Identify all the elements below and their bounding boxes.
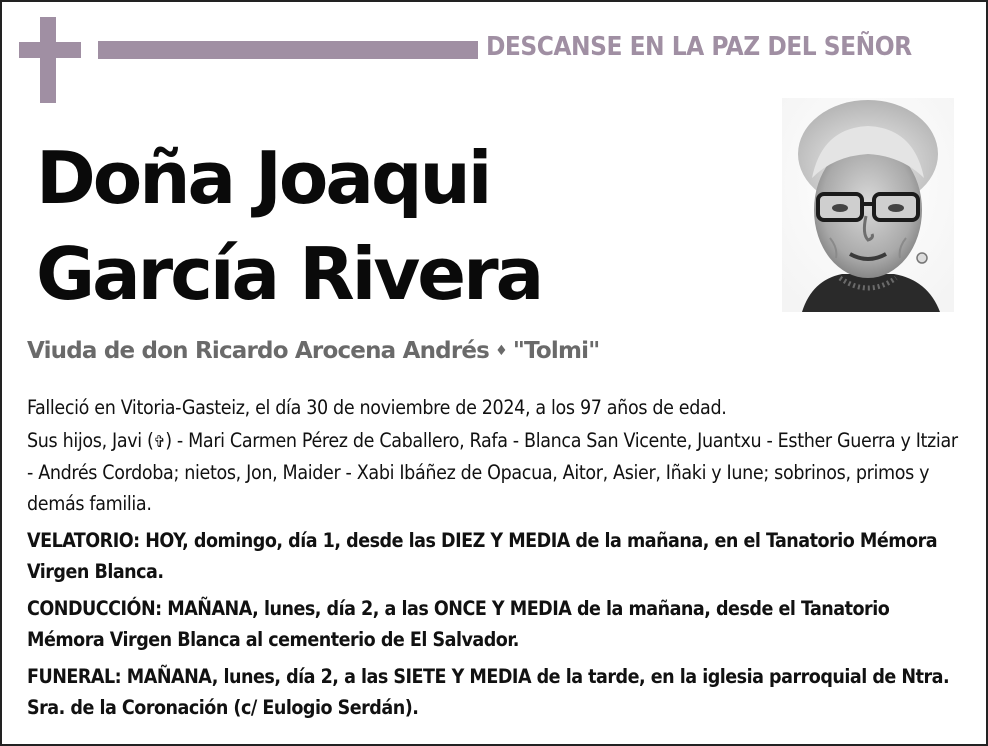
death-notice: Falleció en Vitoria-Gasteiz, el día 30 de noviembre de 2024, a los 97 años de edad.: [27, 396, 727, 419]
deceased-name-line1: Doña Joaqui: [36, 136, 490, 220]
family-text-start: Sus hijos, Javi (: [27, 429, 154, 452]
header-divider-bar: [98, 41, 478, 59]
family-text-rest: ) - Mari Carmen Pérez de Caballero, Rafa - Blanca San Vicente, Juantxu - Esther Guerra y Itziar - Andrés Cordoba; nietos, Jon, Maider - Xabi Ibáñez de Opacua, Aitor, Asier, Iñaki y Iune; sobrinos, primos y demás familia.: [27, 429, 958, 515]
subtitle-nickname: "Tolmi": [512, 338, 600, 364]
deceased-portrait: [782, 98, 954, 312]
deceased-name: [36, 130, 541, 322]
header-banner-text: DESCANSE EN LA PAZ DEL SEÑOR: [486, 32, 912, 62]
funeral-paragraph: FUNERAL: MAÑANA, lunes, día 2, a las SIETE Y MEDIA de la tarde, en la iglesia parroquial de Ntra. Sra. de la Coronación (c/ Eulogio Serdán).: [27, 665, 950, 719]
deceased-name-line2: García Rivera: [36, 232, 542, 316]
diamond-icon: ♦: [495, 343, 507, 359]
family-paragraph: [27, 425, 967, 519]
velatorio-paragraph: VELATORIO: HOY, domingo, día 1, desde las DIEZ Y MEDIA de la mañana, en el Tanatorio Mémora Virgen Blanca.: [27, 529, 938, 583]
subtitle-spouse: Viuda de don Ricardo Arocena Andrés: [27, 338, 490, 364]
obituary-body: [27, 392, 967, 729]
deceased-cross-icon: ✞: [153, 432, 166, 451]
latin-cross-icon: [40, 17, 56, 103]
subtitle-widow-of: [27, 338, 599, 364]
conduccion-paragraph: CONDUCCIÓN: MAÑANA, lunes, día 2, a las ONCE Y MEDIA de la mañana, desde el Tanatorio Mémora Virgen Blanca al cementerio de El Salvador.: [27, 597, 890, 651]
latin-cross-icon-arm: [19, 42, 81, 58]
